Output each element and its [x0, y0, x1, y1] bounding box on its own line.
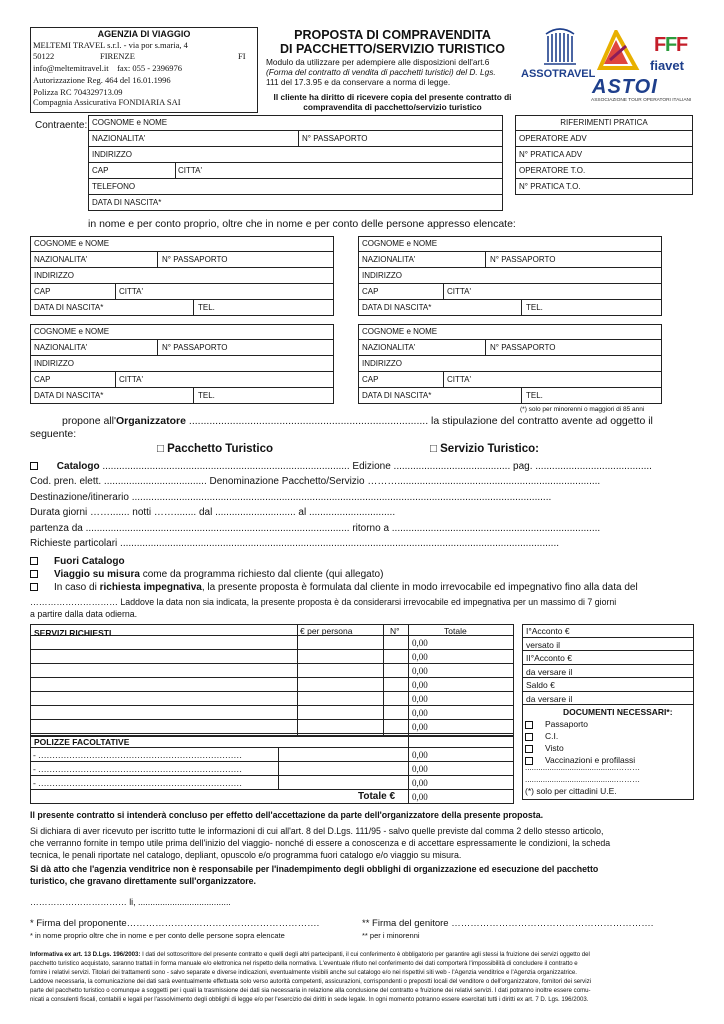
privacy-line-6: nicati a consulenti fiscali, contabili e legali per l'assolvimento degli obblighi di legge e/o per l'esercizio dei diritti in sede legale. In ogni momento potranno essere esercitati tutti i diritti ex art. 7 D. Lgs. 196/2003.	[30, 996, 589, 1003]
servizio-total: 0,00	[412, 722, 428, 732]
person-2-passaporto-field[interactable]: N° PASSAPORTO	[490, 255, 556, 264]
person-4-cap-field[interactable]: CAP	[362, 375, 379, 384]
propone-line: propone all'Organizzatore .................................................................................. la stipulazione del contratto avente ad oggetto il	[62, 415, 653, 427]
person-3-nascita-field[interactable]: DATA DI NASCITA*	[34, 391, 104, 400]
desc-line3: 111 del 17.3.95 e da conservare a norma di legge.	[266, 77, 451, 87]
person-1-indirizzo-field[interactable]: INDIRIZZO	[34, 271, 74, 280]
acconto-field-6[interactable]: da versare il	[526, 693, 573, 704]
riferimenti-operatore-to[interactable]: OPERATORE T.O.	[519, 166, 586, 175]
contraente-indirizzo-field[interactable]: INDIRIZZO	[92, 150, 132, 159]
riferimenti-operatore-adv[interactable]: OPERATORE ADV	[519, 134, 587, 143]
servizio-row[interactable]	[30, 720, 514, 734]
servizi-header-totale: Totale	[444, 626, 467, 636]
documenti-note: (*) solo per cittadini U.E.	[525, 786, 617, 796]
servizi-header-n: N°	[390, 626, 400, 636]
age-note: (*) solo per minorenni o maggiori di 85 anni	[520, 406, 645, 413]
firma-genitore-note: ** per i minorenni	[362, 931, 420, 940]
assotravel-name: ASSOTRAVEL	[521, 68, 596, 80]
catalogo-checkbox[interactable]	[30, 462, 38, 470]
servizio-total: 0,00	[412, 708, 428, 718]
privacy-line-4: Laddove necessaria, la comunicazione dei dati sarà eventualmente effettuata solo verso autorità competenti, assicurazioni, corrispondenti o prepostti locali del venditore o dell'organizzatore, fornitori dei servizi	[30, 978, 591, 985]
seguente-label: seguente:	[30, 428, 77, 440]
agency-insurer: Compagnia Assicurativa FONDIARIA SAI	[33, 97, 181, 107]
agency-prov: FI	[238, 51, 246, 61]
person-1-nazionalita-field[interactable]: NAZIONALITA'	[34, 255, 88, 264]
polizza-total-1: 0,00	[412, 750, 428, 760]
laddove-line: ………………………… Laddove la data non sia indicata, la presente proposta è da considerarsi irrevocabile ed impegnativa per un massimo di 7 giorni	[30, 597, 617, 607]
svg-text:F: F	[665, 34, 678, 55]
totale-value: 0,00	[412, 792, 428, 802]
durata-line[interactable]: Durata giorni ……....... notti ……........ dal ............................. al ...............................	[30, 507, 396, 518]
acconto-field-5[interactable]: Saldo €	[526, 680, 555, 690]
person-4-passaporto-field[interactable]: N° PASSAPORTO	[490, 343, 556, 352]
fiavet-name: fiavet	[650, 58, 684, 73]
documenti-title: DOCUMENTI NECESSARI*:	[563, 707, 673, 717]
person-1-nascita-field[interactable]: DATA DI NASCITA*	[34, 303, 104, 312]
servizio-row[interactable]	[30, 650, 514, 664]
polizze-title: POLIZZE FACOLTATIVE	[34, 737, 130, 747]
agency-email-fax: info@meltemitravel.it fax: 055 - 2396976	[33, 63, 182, 73]
richieste-line[interactable]: Richieste particolari ..............................................................................................................................................................	[30, 538, 560, 549]
riferimenti-title: RIFERIMENTI PRATICA	[560, 118, 648, 127]
person-3-cap-field[interactable]: CAP	[34, 375, 51, 384]
person-2-tel-field[interactable]: TEL.	[526, 303, 543, 312]
riferimenti-pratica-adv[interactable]: N° PRATICA ADV	[519, 150, 583, 159]
servizi-title: SERVIZI RICHIESTI	[34, 628, 112, 638]
catalogo-line: Catalogo ......................................................................................... Edizione .......................................... pag. ..........................................	[30, 461, 652, 472]
firma-proponente-field[interactable]: * Firma del proponente…………………………………………………….	[30, 918, 320, 929]
apartire-line: a partire dalla data odierna.	[30, 609, 138, 619]
person-2-cap-field[interactable]: CAP	[362, 287, 379, 296]
person-4-citta-field[interactable]: CITTA'	[447, 375, 472, 384]
notice-line1: Il cliente ha diritto di ricevere copia del presente contratto di	[273, 92, 512, 102]
contraente-citta-field[interactable]: CITTA'	[178, 166, 203, 175]
contraente-cognome-field[interactable]: COGNOME e NOME	[92, 118, 168, 127]
astoi-name: ASTOI	[592, 76, 658, 98]
servizio-total: 0,00	[412, 652, 428, 662]
privacy-line-3: fornire i relativi servizi. Titolari dei trattamenti sono - salvo separate e diverse indicazioni, eventualmente visibili anche sul catalogo e/o nei rispettivi siti web - l'Agenzia venditrice e l'Agenzia organizzatrice.	[30, 969, 577, 976]
contraente-passaporto-field[interactable]: N° PASSAPORTO	[302, 134, 368, 143]
contract-p3b: turistico, che gravano direttamente sull'organizzatore.	[30, 876, 256, 886]
acconto-field-3[interactable]: II°Acconto €	[526, 653, 572, 663]
person-2-citta-field[interactable]: CITTA'	[447, 287, 472, 296]
person-4-cognome-field[interactable]: COGNOME e NOME	[362, 327, 438, 336]
firma-genitore-field[interactable]: ** Firma del genitore ……………………………………………………….	[362, 918, 654, 929]
fuori-catalogo-option[interactable]: Fuori Catalogo	[30, 556, 125, 567]
astoi-triangle-icon	[596, 30, 642, 74]
person-1-cognome-field[interactable]: COGNOME e NOME	[34, 239, 110, 248]
documenti-dots-2[interactable]: .........................................………	[525, 775, 641, 784]
contraente-telefono-field[interactable]: TELEFONO	[92, 182, 136, 191]
person-3-cognome-field[interactable]: COGNOME e NOME	[34, 327, 110, 336]
person-3-indirizzo-field[interactable]: INDIRIZZO	[34, 359, 74, 368]
contraente-cap-field[interactable]: CAP	[92, 166, 109, 175]
firma-proponente-note: * in nome proprio oltre che in nome e per conto delle persone sopra elencate	[30, 931, 285, 940]
totale-label: Totale €	[358, 791, 396, 802]
person-2-indirizzo-field[interactable]: INDIRIZZO	[362, 271, 402, 280]
doc-visto-checkbox[interactable]: Visto	[525, 743, 564, 753]
acconto-field-4[interactable]: da versare il	[526, 666, 573, 677]
agency-authorization: Autorizzazione Reg. 464 del 16.01.1996	[33, 75, 171, 85]
svg-text:F: F	[676, 34, 688, 55]
pacchetto-turistico-checkbox[interactable]: □ Pacchetto Turistico	[157, 443, 274, 455]
person-3-tel-field[interactable]: TEL.	[198, 391, 215, 400]
servizio-row[interactable]	[30, 692, 514, 706]
svg-text:F: F	[654, 34, 667, 55]
privacy-line-1: Informativa ex art. 13 D.Lgs. 196/2003: I dati del sottoscrittore del presente contratto e quelli degli altri partecipanti, il cui conferimento è obbligatorio per garantire agli stessi la fruizione dei servizi oggetto del	[30, 951, 590, 958]
privacy-line-5: parte del pacchetto turistico o comunque a soggetti per i quali la trasmissione dei dati sia necessaria in relazione alla conclusione del contratto e fruizione dei relativi servizi. I dati potranno inoltre essere comu-	[30, 987, 591, 994]
person-4-tel-field[interactable]: TEL.	[526, 391, 543, 400]
doc-ci-checkbox[interactable]: C.I.	[525, 731, 558, 741]
fiavet-logo-icon	[654, 33, 688, 55]
agency-title: AGENZIA DI VIAGGIO	[97, 29, 191, 39]
servizio-total: 0,00	[412, 666, 428, 676]
person-1-passaporto-field[interactable]: N° PASSAPORTO	[162, 255, 228, 264]
person-3-passaporto-field[interactable]: N° PASSAPORTO	[162, 343, 228, 352]
person-2-nazionalita-field[interactable]: NAZIONALITA'	[362, 255, 416, 264]
acconto-field-2[interactable]: versato il	[526, 639, 561, 650]
contraente-nascita-field[interactable]: DATA DI NASCITA*	[92, 198, 162, 207]
servizi-header-persona: € per persona	[300, 626, 353, 636]
person-4-nascita-field[interactable]: DATA DI NASCITA*	[362, 391, 432, 400]
person-2-nascita-field[interactable]: DATA DI NASCITA*	[362, 303, 432, 312]
contract-p1: Il presente contratto si intenderà concluso per effetto dell'accettazione da parte dell'organizzatore della presente proposta.	[30, 810, 544, 820]
polizza-total-3: 0,00	[412, 778, 428, 788]
title-line1: PROPOSTA DI COMPRAVENDITA	[294, 28, 491, 42]
privacy-line-2: pacchetto turistico acquistato, saranno trattati in forma manuale e/o elettronica nel rispetto della normativa. L'eventuale rifiuto nel conferimento dei dati comporterà l'impossibilità di concludere il contratto e	[30, 960, 578, 967]
contract-p2b: che verranno fornite in tempo utile prima dell'inizio del viaggio- nonché di essere a conoscenza e di accettare espressamente le condizioni, la scheda	[30, 838, 611, 848]
person-1-citta-field[interactable]: CITTA'	[119, 287, 144, 296]
person-1-tel-field[interactable]: TEL.	[198, 303, 215, 312]
desc-line1: Modulo da utilizzare per adempiere alle disposizioni dell'art.6	[266, 57, 490, 67]
acconto-field-1[interactable]: I°Acconto €	[526, 626, 570, 636]
title-line2: DI PACCHETTO/SERVIZIO TURISTICO	[279, 42, 506, 56]
servizio-total: 0,00	[412, 638, 428, 648]
servizio-row[interactable]	[30, 706, 514, 720]
astoi-subtitle: ASSOCIAZIONE TOUR OPERATORI ITALIANI	[591, 98, 692, 103]
servizio-row[interactable]	[30, 664, 514, 678]
servizio-turistico-checkbox[interactable]: □ Servizio Turistico:	[430, 443, 539, 455]
riferimenti-pratica-to[interactable]: N° PRATICA T.O.	[519, 182, 581, 191]
documenti-dots-1[interactable]: .........................................………	[525, 763, 641, 772]
cod-pren-line[interactable]: Cod. pren. elett. ..................................... Denominazione Pacchetto/Servizio ……….........................................................................	[30, 476, 601, 487]
servizio-total: 0,00	[412, 694, 428, 704]
contraente-label: Contraente:	[35, 120, 88, 131]
servizio-total: 0,00	[412, 680, 428, 690]
contract-p3a: Si dà atto che l'agenzia venditrice non è responsabile per l'inadempimento degli obblighi di organizzazione ed esecuzione del pacchetto	[30, 864, 599, 874]
person-1-cap-field[interactable]: CAP	[34, 287, 51, 296]
agency-city: FIRENZE	[100, 51, 135, 61]
person-4-nazionalita-field[interactable]: NAZIONALITA'	[362, 343, 416, 352]
polizza-row-2[interactable]: - ………………………………………………………………	[33, 764, 242, 774]
person-4-indirizzo-field[interactable]: INDIRIZZO	[362, 359, 402, 368]
notice-line2: compravendita di pacchetto/servizio turistico	[303, 102, 482, 112]
person-3-citta-field[interactable]: CITTA'	[119, 375, 144, 384]
servizio-row[interactable]	[30, 636, 514, 650]
viaggio-misura-option[interactable]: Viaggio su misura come da programma richiesto dal cliente (qui allegato)	[30, 569, 383, 580]
contraente-nazionalita-field[interactable]: NAZIONALITA'	[92, 134, 146, 143]
desc-line2: (Forma del contratto di vendita di pacchetti turistici) del D. Lgs.	[266, 67, 496, 77]
doc-vaccinazioni-checkbox[interactable]: Vaccinazioni e profilassi	[525, 755, 635, 765]
polizza-row-1[interactable]: - ………………………………………………………………	[33, 750, 242, 760]
agency-address: MELTEMI TRAVEL s.r.l. - via por s.maria, 4	[33, 40, 188, 50]
agency-policy: Polizza RC 704329713.09	[33, 87, 123, 97]
partenza-line[interactable]: partenza da ............................................................................................... ritorno a ...........................................................................	[30, 523, 601, 534]
persons-intro: in nome e per conto proprio, oltre che in nome e per conto delle persone appresso elencate:	[88, 218, 516, 230]
person-3-nazionalita-field[interactable]: NAZIONALITA'	[34, 343, 88, 352]
doc-passaporto-checkbox[interactable]: Passaporto	[525, 719, 588, 729]
contract-p2c: tecnica, le penali riportate nel catalogo, depliant, opuscolo e/o programma fuori catalogo e/o viaggio su misura.	[30, 850, 462, 860]
servizio-row[interactable]	[30, 678, 514, 692]
agency-cap: 50122	[33, 51, 55, 61]
richiesta-impegnativa-option[interactable]: In caso di richiesta impegnativa, la presente proposta è formulata dal cliente in modo irrevocabile ed impegnativo fino alla data del	[30, 582, 638, 593]
polizza-row-3[interactable]: - ………………………………………………………………	[33, 778, 242, 788]
contract-p2a: Si dichiara di aver ricevuto per iscritto tutte le informazioni di cui all'art. 8 del D.Lgs. 111/95 - salvo quelle previste dal comma 2 dello stesso articolo,	[30, 826, 604, 836]
polizza-total-2: 0,00	[412, 764, 428, 774]
destinazione-line[interactable]: Destinazione/itinerario .......................................................................................................................................................	[30, 492, 552, 503]
person-2-cognome-field[interactable]: COGNOME e NOME	[362, 239, 438, 248]
place-date-field[interactable]: …………………………… li, ......................................	[30, 897, 231, 907]
